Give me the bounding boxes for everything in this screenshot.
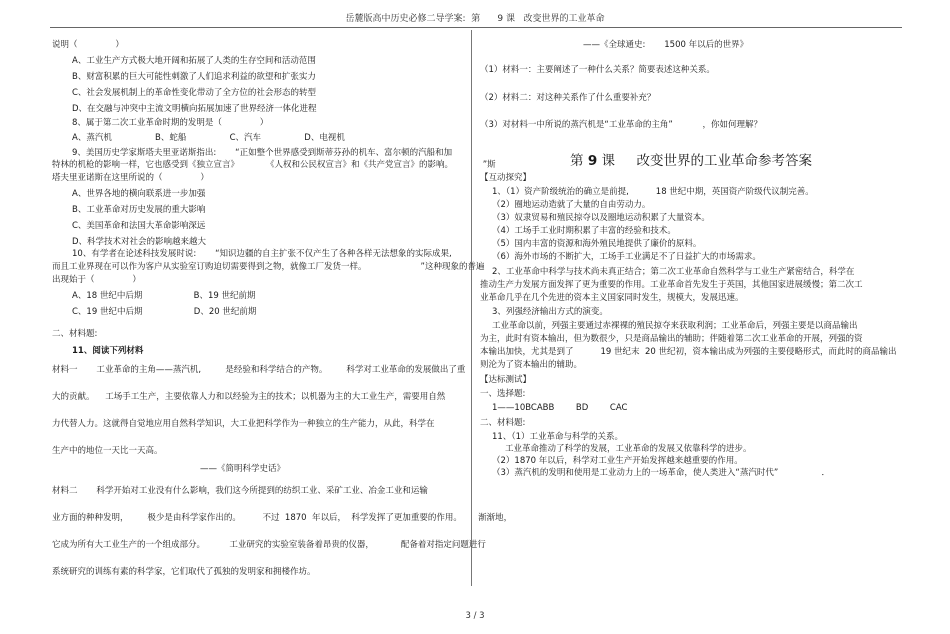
right-text-line: 业革命几乎在几个先进的资本主义国家同时发生，规模大，发展迅速。 (480, 293, 744, 303)
right-text-line: ——《全球通史: 1500 年以后的世界》 (583, 40, 749, 50)
right-text-line: 2、工业革命中科学与技术尚未真正结合；第二次工业革命自然科学与工业生产紧密结合，科学在 (492, 267, 855, 277)
title-lesson-prefix: 第 (570, 153, 588, 169)
left-text-line: 10、有学者在论述科技发展时说: “知识边疆的自主扩张不仅产生了各种各样无法想象的实际成果, (72, 249, 452, 259)
right-text-line: 3、列强经济输出方式的演变。 (492, 307, 608, 317)
left-text-line: 生产中的地位一天比一天高。 (52, 446, 163, 456)
right-text-line: （2）材料二：对这种关系作了什么重要补充？ (480, 93, 656, 103)
left-text-line: B、财富积累的巨大可能性刺激了人们追求利益的欲望和扩张实力 (72, 72, 316, 82)
right-text-line: 1、（1）资产阶级统治的确立是前提, 18 世纪中期，英国资产阶级代议制完善。 (492, 187, 814, 197)
left-text-line: 系统研究的训练有素的科学家，它们取代了孤独的发明家和拥楼作坊。 (52, 567, 316, 577)
left-text-line: 二、材料题: (52, 329, 98, 339)
right-text-line: 工业革命推动了科学的发展，工业革命的发展又依靠科学的进步。 (505, 444, 752, 454)
right-text-line: 【达标测试】 (480, 375, 532, 385)
left-text-line: ——《简明科学史话》 (200, 464, 286, 474)
left-text-line: C、美国革命和法国大革命影响深远 (72, 221, 206, 231)
title-lesson-number: 9 (587, 153, 598, 169)
left-text-line: C、19 世纪中后期 D、20 世纪前期 (72, 307, 257, 317)
left-text-line: 材料一 工业革命的主角——蒸汽机, 是经验和科学结合的产物。 科学对工业革命的发展做出了重 (52, 365, 466, 375)
right-text-line: 工业革命以前，列强主要通过赤裸裸的殖民掠夺来获取利润；工业革命后，列强主要是以商品输出 (492, 321, 858, 331)
left-text-line: C、社会发展机制上的革命性变化带动了全方位的社会形态的转型 (72, 88, 316, 98)
left-text-line: 特林的机枪的影响一样，它也感受到《独立宣言》 《人权和公民权宣言》和《共产党宣言》的影响。 ”斯 (52, 160, 496, 170)
header-rule (50, 27, 902, 28)
answer-section-title (480, 149, 902, 169)
title-lesson-suffix: 课 改变世界的工业革命参考答案 (597, 153, 812, 169)
right-text-line: 一、选择题: (480, 389, 526, 399)
right-text-line: （1）材料一：主要阐述了一种什么关系？简要表述这种关系。 (480, 65, 715, 75)
left-text-line: 业方面的种种发明， 极少是由科学家作出的。 不过 1870 年以后， 科学发挥了更加重要的作用。 渐渐地， (52, 513, 513, 523)
page-number: 3 / 3 (465, 611, 485, 621)
right-text-line: 则沦为了资本输出的辅助。 (480, 360, 583, 370)
right-text-line: 推动生产力发展方面发挥了更为重要的作用。工业革命首先发生于英国，其他国家进展缓慢；第二次工 (480, 280, 863, 290)
left-text-line: D、科学技术对社会的影响越来越大 (72, 237, 207, 247)
right-text-line: （2）1870 年以后，科学对工业生产开始发挥越来越重要的作用。 (492, 456, 743, 466)
right-text-line: （2）圈地运动造就了大量的自由劳动力。 (492, 200, 651, 210)
left-text-line: 而且工业界现在可以作为客户从实验室订购迫切需要得到之物，就像工厂发货一样。 ”这种现象的普遍 (52, 262, 485, 272)
left-text-line: 大的贡献。 工场手工生产，主要依靠人力和以经验为主的技术；以机器为主的大工业生产，需要用自然 (52, 392, 446, 402)
right-text-line: 1——10BCABB BD CAC (492, 403, 628, 413)
right-text-line: （5）国内丰富的资源和海外殖民地提供了廉价的原料。 (492, 239, 702, 249)
left-text-line: 力代替人力。这就得自觉地应用自然科学知识，大工业把科学作为一种独立的生产能力，从此，科学在 (52, 419, 435, 429)
left-text-line: 材料二 科学开始对工业没有什么影响，我们这今所提到的纺织工业、采矿工业、冶金工业和运输 (52, 486, 428, 496)
right-text-line: （3）蒸汽机的发明和使用是工业动力上的一场革命，使人类进入“蒸汽时代” ． (492, 468, 830, 478)
left-text-line: A、18 世纪中后期 B、19 世纪前期 (72, 291, 256, 301)
column-divider (471, 30, 472, 586)
left-text-line: D、在交融与冲突中主流文明横向拓展加速了世界经济一体化进程 (72, 104, 317, 114)
right-text-line: （3）奴隶贸易和殖民掠夺以及圈地运动积累了大量资本。 (492, 213, 710, 223)
right-text-line: 【互动探究】 (480, 173, 532, 183)
left-text-line: 塔夫里亚诺斯在这里所说的（ ） (52, 173, 209, 183)
page-header: 岳麓版高中历史必修二导学案: 第 9 课 改变世界的工业革命 (345, 14, 605, 24)
right-text-line: （3）对材料一中所说的蒸汽机是“工业革命的主角” ，你如何理解？ (480, 120, 762, 130)
left-text-line: 它成为所有大工业生产的一个组成部分。 工业研究的实验室装备着昂贵的仪器， 配备着对指定问题进行 (52, 540, 486, 550)
left-text-line: 出现始于（ ） (52, 275, 141, 285)
right-text-line: 二、材料题: (480, 418, 526, 428)
left-text-line: 说明（ ） (52, 40, 124, 50)
right-text-line: 为主，此时有资本输出，但为数很少，只是商品输出的辅助；伴随着第二次工业革命的开展，列强的资 (480, 334, 863, 344)
left-text-line: A、世界各地的横向联系进一步加强 (72, 189, 206, 199)
left-text-line: 11、阅读下列材料 (72, 346, 144, 356)
right-text-line: 11、（1）工业革命与科学的关系。 (492, 432, 623, 442)
left-text-line: B、工业革命对历史发展的重大影响 (72, 205, 206, 215)
right-text-line: 本输出加快，尤其是到了 19 世纪末 20 世纪初，资本输出成为列强的主要侵略形式，而此时的商品输出 (480, 347, 897, 357)
right-text-line: （6）海外市场的不断扩大，工场手工业满足不了日益扩大的市场需求。 (492, 252, 761, 262)
left-text-line: 9、美国历史学家斯塔夫里亚诺斯指出: “正如整个世界感受到斯蒂芬孙的机车、富尔顿的汽船和加 (72, 148, 453, 158)
left-text-line: 8、属于第二次工业革命时期的发明是（ ） (72, 118, 269, 128)
left-text-line: A、蒸汽机 B、蛇船 C、汽车 D、电视机 (72, 133, 345, 143)
right-text-line: （4）工场手工业时期积累了丰富的经验和技术。 (492, 226, 676, 236)
left-text-line: A、工业生产方式极大地开阔和拓展了人类的生存空间和活动范围 (72, 56, 316, 66)
